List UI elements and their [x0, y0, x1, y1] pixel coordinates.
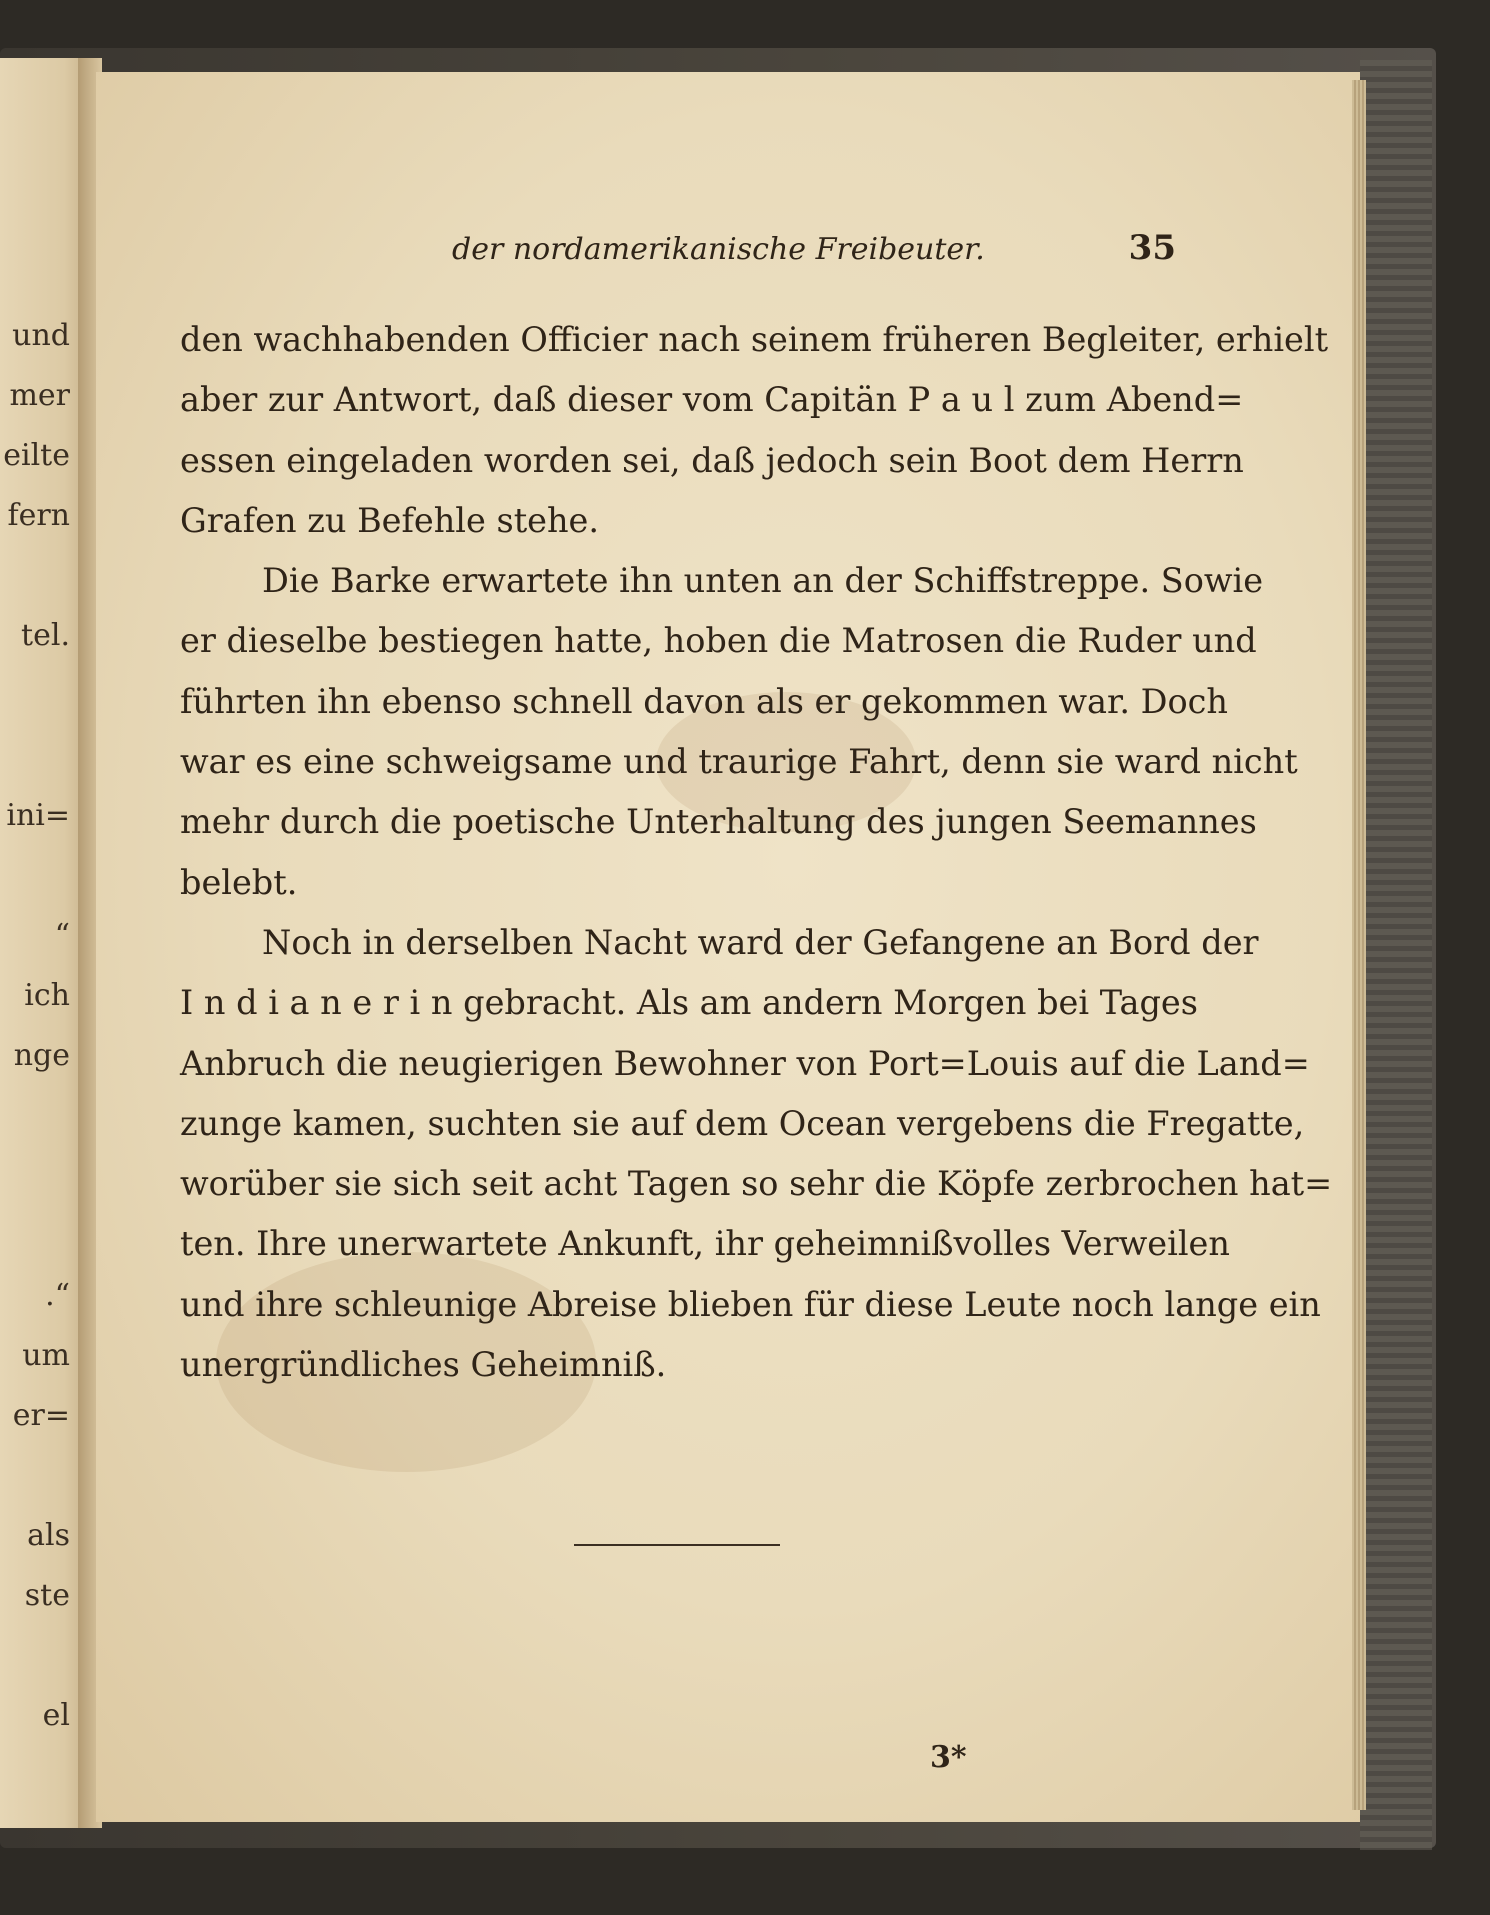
signature-mark: 3* [930, 1740, 967, 1775]
left-page-fragment: fern [7, 498, 70, 533]
left-page-fragment: nge [13, 1038, 70, 1073]
text-line: worüber sie sich seit acht Tagen so sehr die Köpfe zerbrochen hat= [180, 1164, 1333, 1204]
left-page-fragment: er= [12, 1398, 70, 1433]
text-line: essen eingeladen worden sei, daß jedoch sein Boot dem Herrn [180, 440, 1244, 480]
left-page-fragment: und [12, 318, 70, 353]
text-line: I n d i a n e r i n gebracht. Als am andern Morgen bei Tages [180, 983, 1198, 1023]
text-line: er dieselbe bestiegen hatte, hoben die Matrosen die Ruder und [180, 621, 1257, 661]
left-page-fragment: mer [9, 378, 70, 413]
text-line: Grafen zu Befehle stehe. [180, 500, 600, 540]
left-page-fragment: als [27, 1518, 70, 1553]
text-line: unergründliches Geheimniß. [180, 1345, 667, 1385]
page-number: 35 [1128, 228, 1176, 268]
left-page-fragment: eilte [3, 438, 70, 473]
left-page-fragment: ich [24, 978, 70, 1013]
running-title: der nordamerikanische Freibeuter. [452, 232, 985, 267]
left-page-fragment: “ [54, 918, 70, 953]
text-line: war es eine schweigsame und traurige Fahrt, denn sie ward nicht [180, 742, 1298, 782]
text-line: Noch in derselben Nacht ward der Gefangene an Bord der [262, 922, 1259, 962]
text-line: Anbruch die neugierigen Bewohner von Port=Louis auf die Land= [180, 1043, 1310, 1083]
left-page-fragment: um [22, 1338, 70, 1373]
left-page-fragment: ste [24, 1578, 70, 1613]
text-line: führten ihn ebenso schnell davon als er gekommen war. Doch [180, 681, 1228, 721]
text-line: Die Barke erwartete ihn unten an der Schiffstreppe. Sowie [262, 561, 1264, 601]
text-line: mehr durch die poetische Unterhaltung des jungen Seemannes [180, 802, 1257, 842]
left-page-fragment: tel. [21, 618, 70, 653]
left-page-fragment: ini= [6, 798, 70, 833]
left-page-fragment: el [42, 1698, 70, 1733]
section-end-rule [574, 1544, 780, 1546]
text-line: belebt. [180, 862, 298, 902]
text-line: ten. Ihre unerwartete Ankunft, ihr geheimnißvolles Verweilen [180, 1224, 1230, 1264]
left-page-fragment: .“ [45, 1278, 70, 1313]
text-line: aber zur Antwort, daß dieser vom Capitän P a u l zum Abend= [180, 380, 1244, 420]
page-header [180, 228, 1176, 282]
body-text [180, 310, 1333, 1395]
book-binding-edge [1360, 60, 1432, 1850]
text-line: zunge kamen, suchten sie auf dem Ocean vergebens die Fregatte, [180, 1103, 1305, 1143]
text-line: und ihre schleunige Abreise blieben für diese Leute noch lange ein [180, 1284, 1321, 1324]
text-line: den wachhabenden Officier nach seinem früheren Begleiter, erhielt [180, 320, 1329, 359]
page-edge [1352, 80, 1366, 1810]
